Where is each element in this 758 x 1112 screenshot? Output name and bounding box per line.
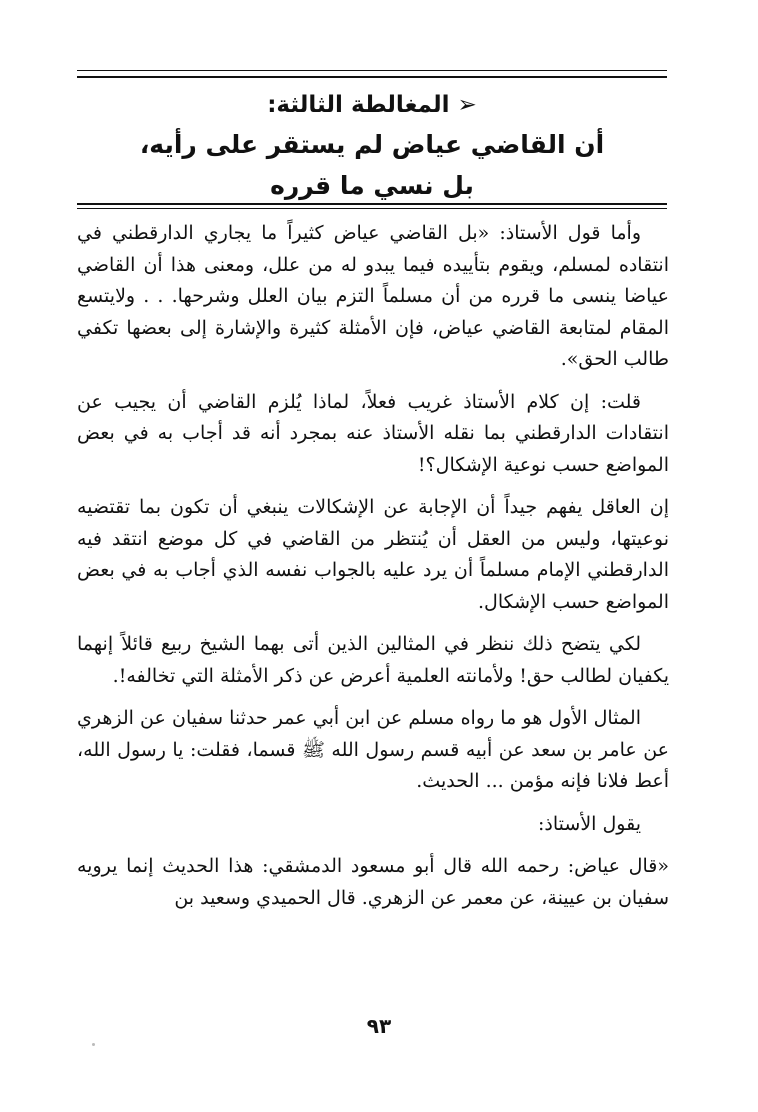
section-heading: [77, 86, 667, 206]
paragraph-first-example: المثال الأول هو ما رواه مسلم عن ابن أبي عمر حدثنا سفيان عن الزهري عن عامر بن سعد عن أبيه قسم رسول الله ﷺ قسما، فقلت: يا رسول الله، أعط فلانا فإنه مؤمن ... الحديث.: [77, 707, 669, 792]
page-number: ٩٣: [366, 1014, 392, 1038]
paragraph-professor-says: يقول الأستاذ:: [538, 812, 641, 835]
paragraph-iyad-quote: «قال عياض: رحمه الله قال أبو مسعود الدمشقي: هذا الحديث إنما يرويه سفيان بن عيينة، عن معمر عن الزهري. قال الحميدي وسعيد بن: [77, 855, 669, 909]
scan-speck: [92, 1043, 95, 1046]
header-bottom-rule-thick: [77, 203, 667, 205]
header-top-rule-thin: [77, 70, 667, 71]
paragraph-quote: وأما قول الأستاذ: «بل القاضي عياض كثيراً ما يجاري الدارقطني في انتقاده لمسلم، ويقوم بتأييده فيما يبدو له من علل، ومعنى هذا أن القاضي عياضا ينسى ما قرره من أن مسلماً التزم بيان العلل وشرحها. . . ولايتسع المقام لمتابعة القاضي عياض، فإن الأمثلة كثيرة والإشارة إلى بعضها تكفي طالب الحق».: [77, 222, 669, 370]
header-top-rule-thick: [77, 76, 667, 78]
heading-line-3: بل نسي ما قرره: [270, 171, 474, 200]
paragraph-reasoning: إن العاقل يفهم جيداً أن الإجابة عن الإشكالات ينبغي أن تكون بما تقتضيه نوعيتها، وليس من العقل أن يُنتظر من القاضي في كل موضع انتقد فيه الدارقطني الإمام مسلماً أن يرد عليه بالجواب نفسه الذي أجاب به في بعض المواضع حسب الإشكال.: [77, 496, 669, 613]
heading-line-1: [77, 86, 667, 124]
paragraph-clarification: لكي يتضح ذلك ننظر في المثالين الذين أتى بهما الشيخ ربيع قائلاً إنهما يكفيان لطالب حق! ولأمانته العلمية أعرض عن ذكر الأمثلة التي تخالفه!.: [77, 633, 669, 687]
arrow-bullet-icon: ➢: [457, 92, 477, 118]
heading-title: المغالطة الثالثة:: [267, 92, 450, 118]
body-text: [77, 218, 669, 925]
paragraph-reply: قلت: إن كلام الأستاذ غريب فعلاً، لماذا يُلزم القاضي أن يجيب عن انتقادات الدارقطني بما نقله الأستاذ عنه بمجرد أنه قد أجاب به في بعض المواضع حسب نوعية الإشكال؟!: [77, 390, 669, 476]
header-bottom-rule-thin: [77, 208, 667, 209]
heading-line-2: أن القاضي عياض لم يستقر على رأيه،: [139, 130, 605, 159]
